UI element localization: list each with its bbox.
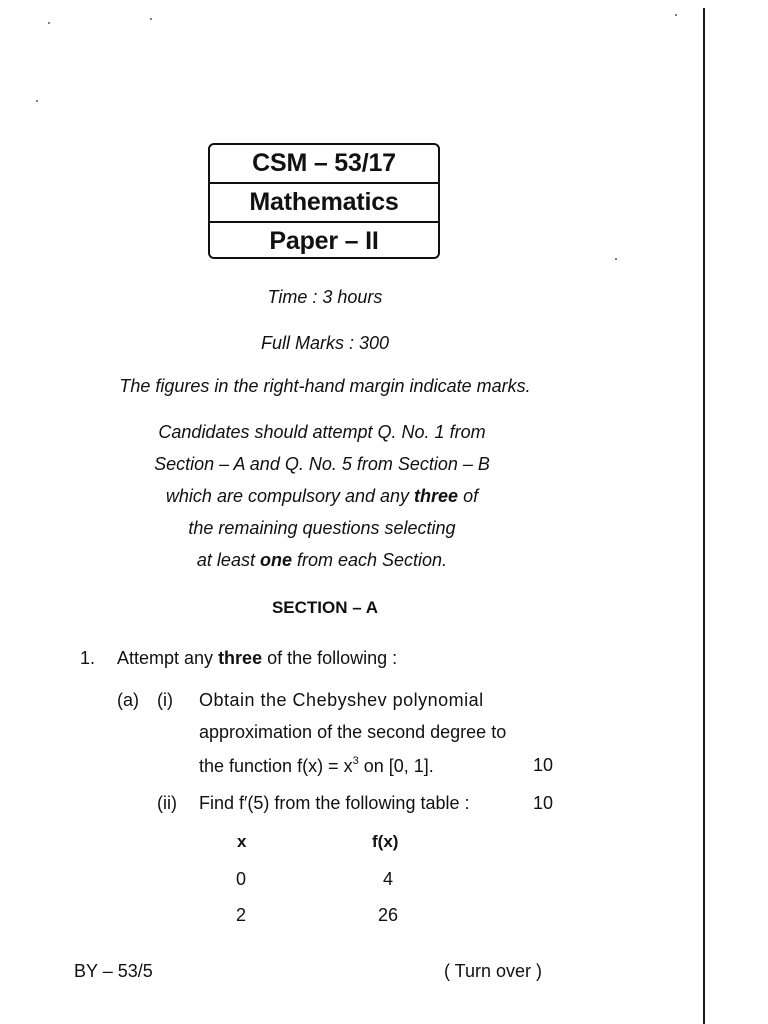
full-marks-line: Full Marks : 300 bbox=[260, 333, 390, 353]
title-box bbox=[208, 143, 440, 259]
table-cell: 0 bbox=[236, 869, 247, 889]
instructions-line: Candidates should attempt Q. No. 1 from bbox=[158, 422, 486, 442]
scan-speck bbox=[48, 22, 50, 24]
part-ii-label: (ii) bbox=[157, 793, 177, 813]
part-i-line: the function $f(x) = x^3$ on [0, 1]. bbox=[199, 755, 434, 776]
time-line: Time : 3 hours bbox=[267, 287, 383, 307]
instructions-line: Section – A and Q. No. 5 from Section – B bbox=[154, 454, 490, 474]
table-header-fx: f(x) bbox=[372, 832, 399, 851]
footer-code: BY – 53/5 bbox=[74, 961, 153, 981]
instructions bbox=[90, 416, 554, 576]
part-a-label: (a) bbox=[117, 690, 139, 710]
question-text: Attempt any three of the following : bbox=[117, 648, 398, 668]
instructions-line: the remaining questions selecting bbox=[188, 518, 456, 538]
part-i-label: (i) bbox=[157, 690, 173, 710]
table-cell: 26 bbox=[378, 905, 399, 925]
subject-title: Mathematics bbox=[210, 182, 438, 221]
margin-note: The figures in the right-hand margin indicate marks. bbox=[119, 376, 531, 396]
table-header-x: x bbox=[237, 832, 247, 851]
part-i-line: Obtain the Chebyshev polynomial bbox=[199, 690, 484, 710]
marks: 10 bbox=[533, 755, 554, 775]
table-cell: 4 bbox=[383, 869, 394, 889]
page-edge bbox=[703, 8, 705, 1024]
turn-over: ( Turn over ) bbox=[444, 961, 543, 981]
scan-speck bbox=[675, 14, 677, 16]
question-number: 1. bbox=[80, 648, 96, 668]
paper-title: Paper – II bbox=[210, 221, 438, 260]
table-cell: 2 bbox=[236, 905, 247, 925]
marks: 10 bbox=[533, 793, 554, 813]
scan-speck bbox=[615, 258, 617, 260]
instructions-line: which are compulsory and any three of bbox=[165, 486, 479, 506]
instructions-line: at least one from each Section. bbox=[196, 550, 448, 570]
exam-code: CSM – 53/17 bbox=[252, 149, 396, 177]
part-i-line: approximation of the second degree to bbox=[199, 722, 507, 742]
scan-speck bbox=[150, 18, 152, 20]
section-heading: SECTION – A bbox=[271, 598, 379, 617]
part-ii-text: Find f′(5) from the following table : bbox=[199, 793, 470, 813]
scan-speck bbox=[36, 100, 38, 102]
